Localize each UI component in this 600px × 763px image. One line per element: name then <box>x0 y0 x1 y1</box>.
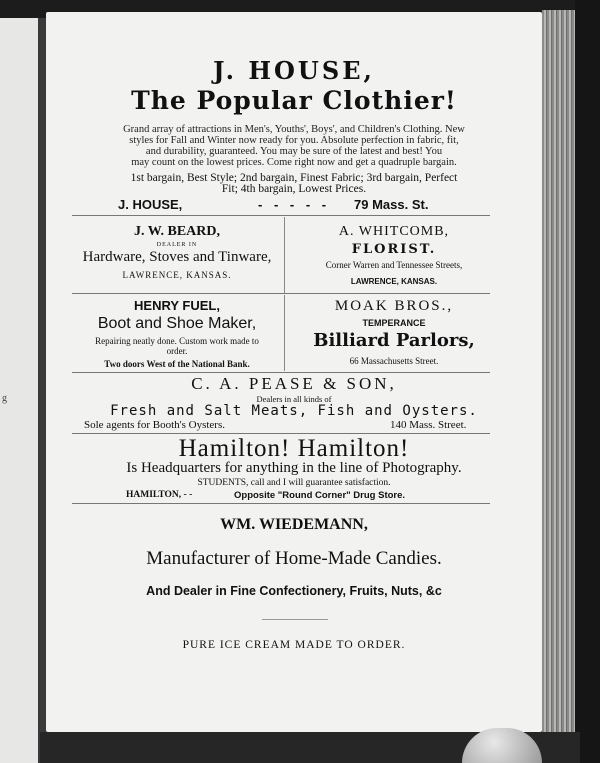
pease-dealers: Dealers in all kinds of <box>256 394 332 404</box>
house-bargain-2: Fit; 4th bargain, Lowest Prices. <box>221 183 367 195</box>
house-footer-name: J. HOUSE, <box>118 197 183 212</box>
divider-short <box>262 619 328 620</box>
fuel-name: HENRY FUEL, <box>134 298 220 313</box>
divider-5 <box>72 503 490 504</box>
house-desc-4: may count on the lowest prices. Come right now and get a quadruple bargain. <box>131 157 457 168</box>
wiedemann-dealer: And Dealer in Fine Confectionery, Fruits, Nuts, &c <box>146 584 442 598</box>
beard-dealer: DEALER IN <box>156 242 198 248</box>
moak-temperance: TEMPERANCE <box>362 318 426 328</box>
pease-name: C. A. PEASE & SON, <box>191 374 397 393</box>
fuel-line-1: Repairing neatly done. Custom work made to <box>95 336 259 346</box>
advertisement-page <box>46 12 542 732</box>
edge-shadow <box>575 0 600 763</box>
house-footer-address: 79 Mass. St. <box>354 197 429 212</box>
moak-name: MOAK BROS., <box>334 298 454 314</box>
house-desc-3: and durability, guaranteed. You may be sure of the latest and best! You <box>145 146 443 157</box>
house-tagline: The Popular Clothier! <box>131 86 457 115</box>
house-desc-2: styles for Fall and Winter now ready for you. Absolute perfection in fabric, fit, <box>129 135 459 146</box>
pease-goods: Fresh and Salt Meats, Fish and Oysters. <box>110 403 478 419</box>
divider-2 <box>72 293 490 294</box>
hamilton-students: STUDENTS, call and I will guarantee satisfaction. <box>197 478 391 488</box>
beard-city: LAWRENCE, KANSAS. <box>122 270 232 280</box>
hamilton-footer-name: HAMILTON, - - <box>126 490 193 500</box>
divider-vertical-2 <box>284 295 285 371</box>
moak-trade: Billiard Parlors, <box>313 330 475 351</box>
pease-agents: Sole agents for Booth's Oysters. <box>84 419 225 431</box>
beard-goods: Hardware, Stoves and Tinware, <box>82 249 272 265</box>
hamilton-title: Hamilton! Hamilton! <box>178 435 410 462</box>
book-gutter <box>38 18 46 763</box>
house-name: J. HOUSE, <box>213 56 375 85</box>
fuel-address: Two doors West of the National Bank. <box>104 359 250 369</box>
divider-4 <box>72 433 490 434</box>
whitcomb-name: A. WHITCOMB, <box>338 224 450 239</box>
wiedemann-icecream: PURE ICE CREAM MADE TO ORDER. <box>182 639 406 651</box>
fuel-line-2: order. <box>166 346 188 356</box>
divider-1 <box>72 215 490 216</box>
house-footer-dashes: - - - - - <box>258 197 331 212</box>
left-page-edge <box>0 18 40 763</box>
house-bargain-1: 1st bargain, Best Style; 2nd bargain, Finest Fabric; 3rd bargain, Perfect <box>130 172 458 184</box>
hamilton-footer-location: Opposite "Round Corner" Drug Store. <box>234 490 406 501</box>
pease-address: 140 Mass. Street. <box>390 419 467 431</box>
whitcomb-city: LAWRENCE, KANSAS. <box>350 277 438 286</box>
hamilton-headline: Is Headquarters for anything in the line of Photography. <box>126 460 462 476</box>
moak-address: 66 Massachusetts Street. <box>349 356 439 366</box>
house-desc-1: Grand array of attractions in Men's, Youths', Boys', and Children's Clothing. New <box>123 124 465 135</box>
fuel-trade: Boot and Shoe Maker, <box>97 315 257 332</box>
beard-name: J. W. BEARD, <box>134 224 220 239</box>
wiedemann-trade: Manufacturer of Home-Made Candies. <box>146 548 442 569</box>
left-page-mark: g <box>2 393 7 404</box>
wiedemann-name: WM. WIEDEMANN, <box>220 516 368 533</box>
divider-3 <box>72 372 490 373</box>
whitcomb-trade: FLORIST. <box>351 242 437 257</box>
whitcomb-address: Corner Warren and Tennessee Streets, <box>325 260 463 270</box>
